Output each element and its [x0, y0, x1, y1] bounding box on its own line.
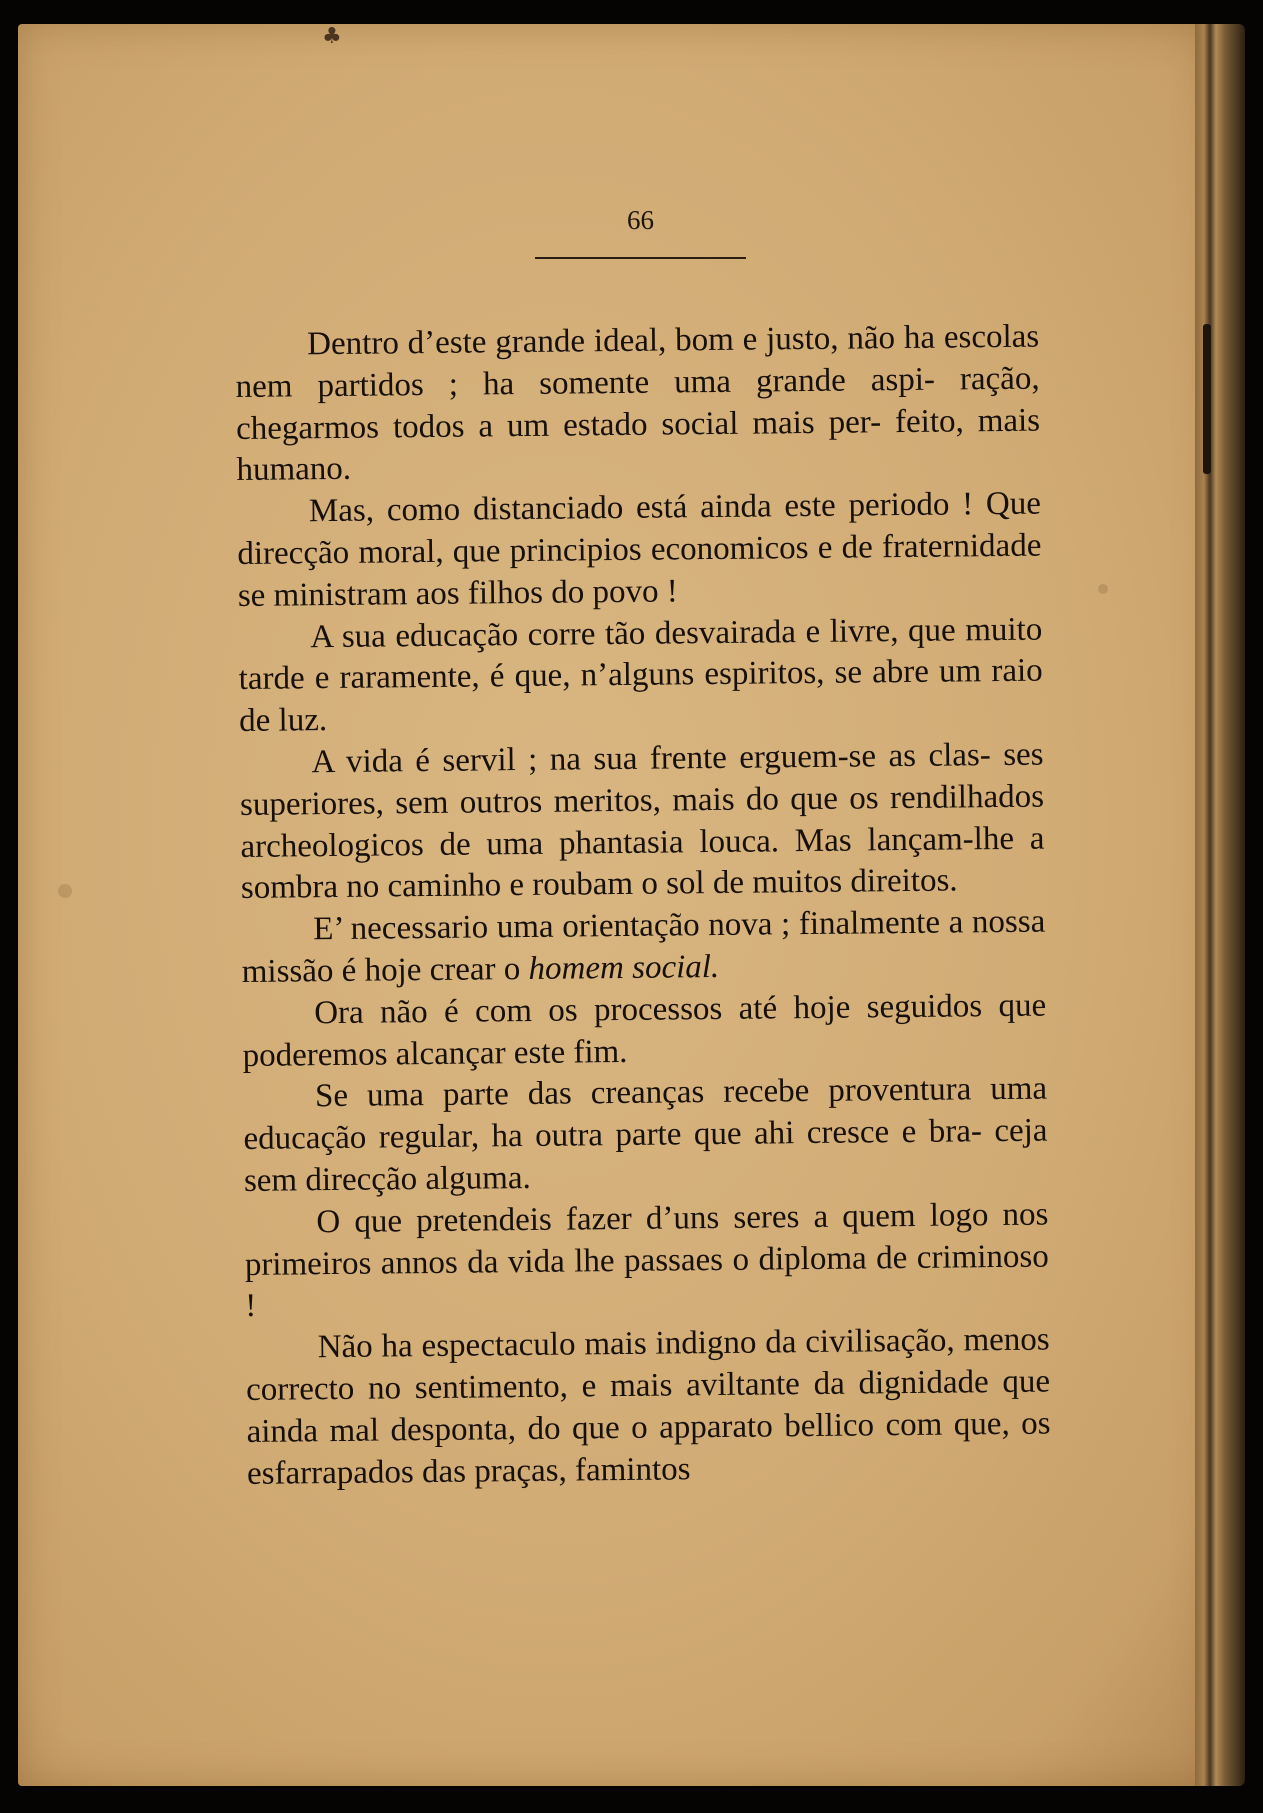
paragraph-5 [241, 902, 1046, 994]
stain-mark [1098, 584, 1108, 594]
italic-phrase: homem social. [528, 948, 720, 987]
paragraph-text: A vida é servil ; na sua frente erguem-se as clas- ses superiores, sem outros meritos, mais do que os rendilhados archeologicos de uma phantasia louca. Mas lançam-lhe a sombra no caminho e roubam o sol de muitos direitos. [239, 736, 1045, 907]
paragraph-text: Dentro d’este grande ideal, bom e justo, não ha escolas nem partidos ; ha somente uma grande aspi- ração, chegarmos todos a um estado social mais per- feito, mais humano. [235, 318, 1041, 489]
paragraph-text: E’ necessario uma orientação nova ; finalmente a nossa missão é hoje crear o [241, 903, 1046, 990]
paragraph-9 [246, 1320, 1052, 1496]
paragraph-6 [242, 985, 1047, 1077]
header-rule [535, 257, 746, 259]
paragraph-1 [235, 317, 1041, 493]
paragraph-text: Não ha espectaculo mais indigno da civilisação, menos correcto no sentimento, e mais aviltante da dignidade que ainda mal desponta, do que o apparato bellico com que, os esfarrapados das praças, famintos [245, 1321, 1051, 1492]
paragraph-text: Se uma parte das creanças recebe proventura uma educação regular, ha outra parte que ahi cresce e bra- ceja sem direcção alguma. [243, 1070, 1048, 1199]
page-number: 66 [627, 205, 654, 235]
paragraph-text: Mas, como distanciado está ainda este periodo ! Que direcção moral, que principios economicos e de fraternidade se ministram aos filhos do povo ! [237, 485, 1042, 614]
paragraph-8 [244, 1194, 1049, 1328]
paragraph-2 [237, 484, 1042, 618]
paragraph-3 [238, 609, 1043, 743]
paragraph-7 [243, 1069, 1048, 1203]
stain-mark [58, 884, 72, 898]
ornament-mark: ♣ [322, 24, 342, 49]
body-text [235, 317, 1051, 1496]
paragraph-text: O que pretendeis fazer d’uns seres a quem logo nos primeiros annos da vida lhe passaes o diploma de criminoso ! [244, 1196, 1049, 1325]
paragraph-text: A sua educação corre tão desvairada e livre, que muito tarde e raramente, é que, n’alguns espiritos, se abre um raio de luz. [238, 611, 1043, 740]
paragraph-4 [239, 735, 1045, 911]
page-edge [1195, 24, 1245, 1786]
paragraph-text: Ora não é com os processos até hoje seguidos que poderemos alcançar este fim. [242, 987, 1047, 1074]
